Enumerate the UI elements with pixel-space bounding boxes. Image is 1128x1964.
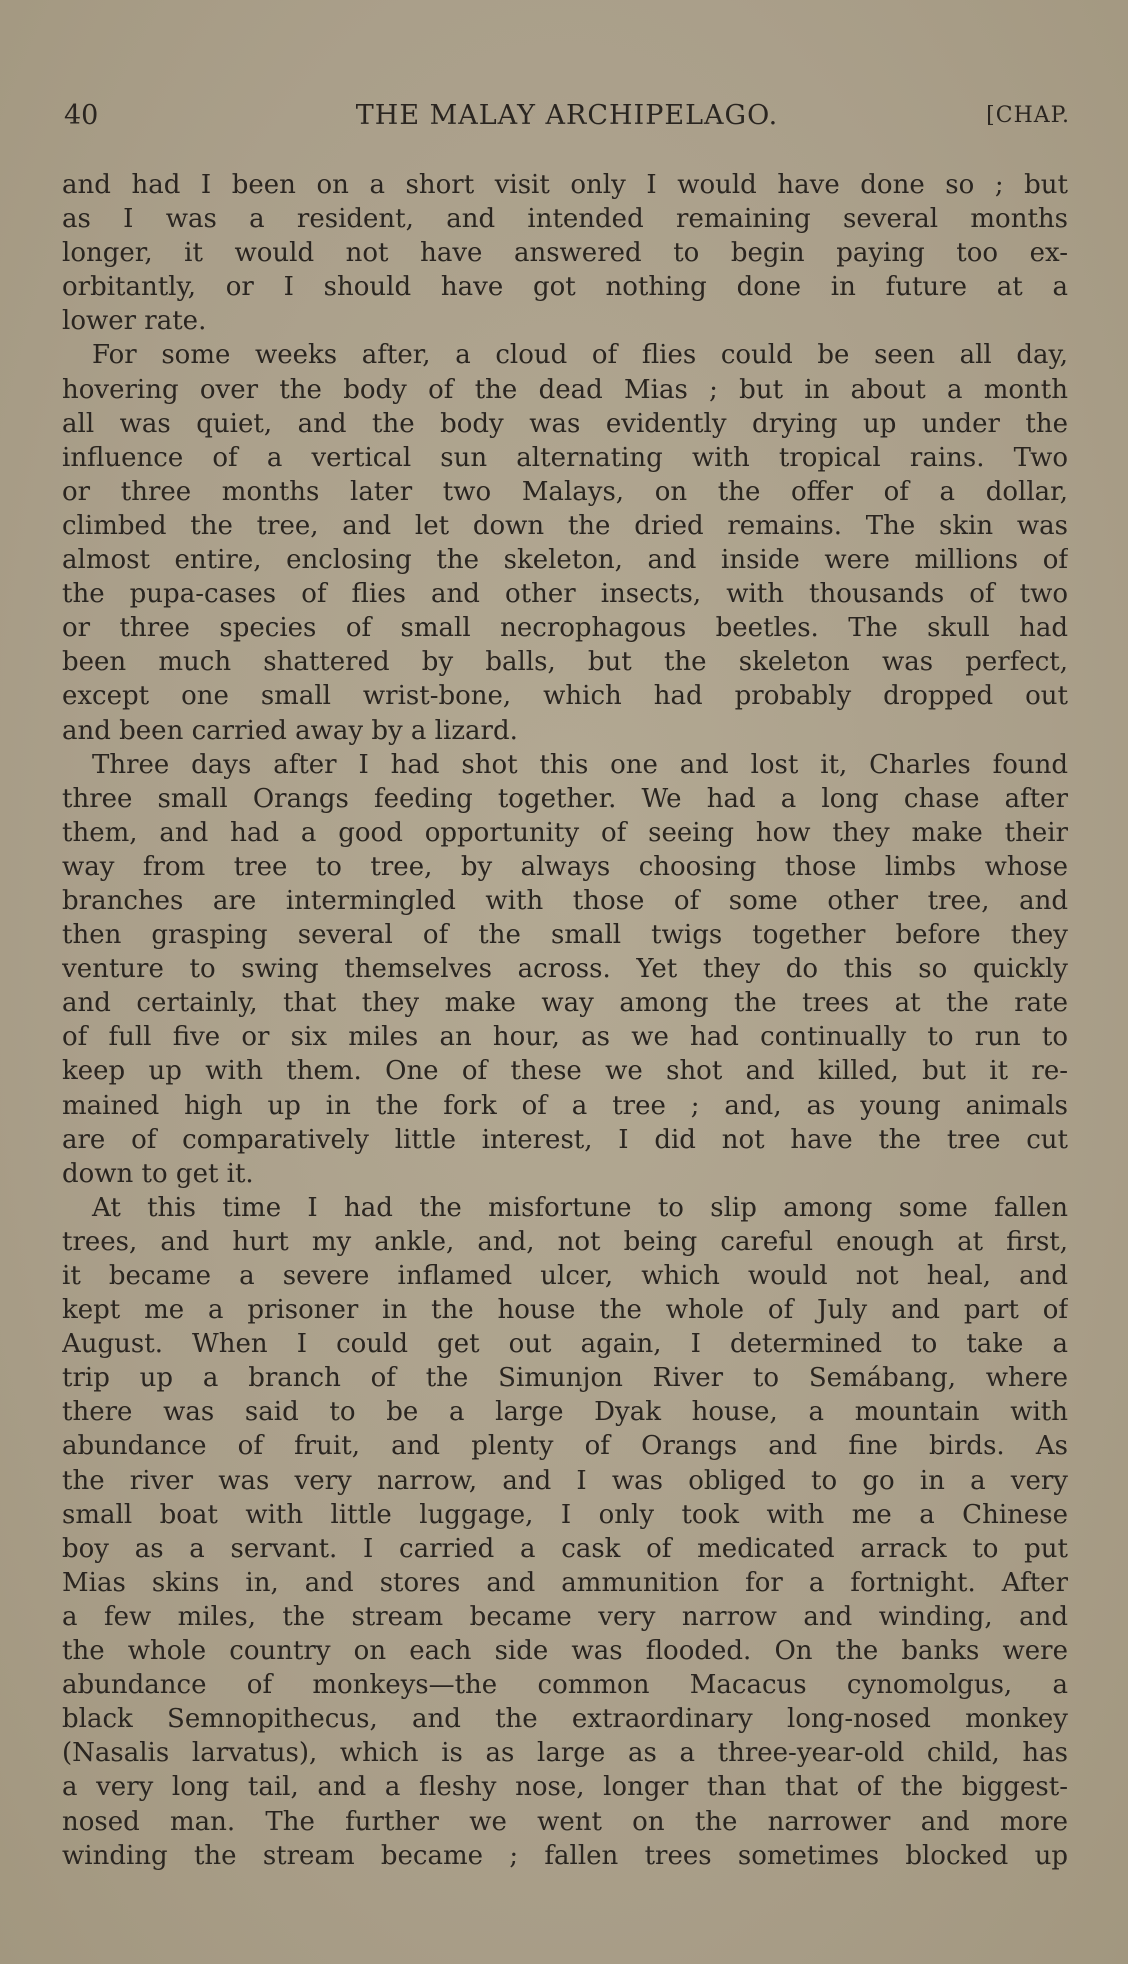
text-line: it became a severe inflamed ulcer, which would not heal, and — [62, 1261, 1068, 1291]
text-line: Mias skins in, and stores and ammunition for a fortnight. After — [62, 1567, 1068, 1598]
text-line: or three months later two Malays, on the offer of a dollar, — [62, 476, 1068, 507]
text-line: abundance of fruit, and plenty of Orangs and fine birds. As — [62, 1431, 1068, 1462]
text-line: trip up a branch of the Simunjon River to Semábang, where — [62, 1363, 1068, 1394]
text-line: August. When I could get out again, I determined to take a — [62, 1329, 1068, 1360]
text-line: lower rate. — [62, 306, 207, 337]
text-line: then grasping several of the small twigs together before they — [62, 920, 1068, 951]
chapter-mark: [CHAP. — [986, 103, 1070, 128]
text-line: (Nasalis larvatus), which is as large as a three-year-old child, has — [62, 1738, 1068, 1769]
body-text — [62, 168, 1068, 1873]
text-line: and had I been on a short visit only I would have done so ; but — [62, 170, 1068, 200]
text-line: the river was very narrow, and I was obliged to go in a very — [62, 1465, 1068, 1496]
text-line: a few miles, the stream became very narrow and winding, and — [62, 1601, 1068, 1632]
text-line: keep up with them. One of these we shot and killed, but it re- — [62, 1056, 1068, 1087]
text-line: orbitantly, or I should have got nothing done in future at a — [62, 272, 1068, 303]
text-line: mained high up in the fork of a tree ; and, as young animals — [62, 1090, 1068, 1121]
text-line: them, and had a good opportunity of seeing how they make their — [62, 817, 1068, 848]
text-line: Three days after I had shot this one and lost it, Charles found — [92, 749, 1068, 780]
text-line: a very long tail, and a fleshy nose, longer than that of the biggest- — [62, 1772, 1068, 1803]
page-number: 40 — [64, 100, 99, 131]
text-line: and been carried away by a lizard. — [62, 715, 518, 746]
text-line: as I was a resident, and intended remaining several months — [62, 204, 1068, 235]
text-line: black Semnopithecus, and the extraordinary long-nosed monkey — [62, 1704, 1068, 1735]
text-line: influence of a vertical sun alternating with tropical rains. Two — [62, 442, 1068, 473]
text-line: of full five or six miles an hour, as we had continually to run to — [62, 1022, 1068, 1053]
text-line: abundance of monkeys—the common Macacus cynomolgus, a — [62, 1670, 1068, 1701]
text-line: or three species of small necrophagous beetles. The skull had — [62, 613, 1068, 644]
text-line: At this time I had the misfortune to slip among some fallen — [92, 1192, 1068, 1223]
text-line: kept me a prisoner in the house the whole of July and part of — [62, 1295, 1068, 1326]
text-line: longer, it would not have answered to begin paying too ex- — [62, 238, 1068, 269]
text-line: nosed man. The further we went on the narrower and more — [62, 1806, 1068, 1837]
text-line: three small Orangs feeding together. We had a long chase after — [62, 783, 1068, 814]
text-line: hovering over the body of the dead Mias ; but in about a month — [62, 374, 1068, 405]
text-line: there was said to be a large Dyak house, a mountain with — [62, 1397, 1068, 1428]
text-line: branches are intermingled with those of some other tree, and — [62, 885, 1068, 916]
text-line: way from tree to tree, by always choosing those limbs whose — [62, 851, 1068, 882]
text-line: except one small wrist-bone, which had probably dropped out — [62, 681, 1068, 712]
text-line: venture to swing themselves across. Yet they do this so quickly — [62, 954, 1068, 985]
text-line: been much shattered by balls, but the skeleton was perfect, — [62, 647, 1068, 678]
text-line: are of comparatively little interest, I did not have the tree cut — [62, 1124, 1068, 1155]
text-line: climbed the tree, and let down the dried remains. The skin was — [62, 510, 1068, 541]
book-title: THE MALAY ARCHIPELAGO. — [355, 100, 779, 131]
text-line: For some weeks after, a cloud of flies could be seen all day, — [92, 340, 1068, 371]
text-line: small boat with little luggage, I only took with me a Chinese — [62, 1499, 1068, 1530]
text-line: down to get it. — [62, 1158, 254, 1189]
text-line: boy as a servant. I carried a cask of medicated arrack to put — [62, 1533, 1068, 1564]
text-line: trees, and hurt my ankle, and, not being careful enough at first, — [62, 1226, 1068, 1257]
text-line: all was quiet, and the body was evidently drying up under the — [62, 408, 1068, 439]
text-line: and certainly, that they make way among the trees at the rate — [62, 988, 1068, 1019]
text-line: the pupa-cases of flies and other insects, with thousands of two — [62, 579, 1068, 610]
text-line: the whole country on each side was flooded. On the banks were — [62, 1636, 1068, 1667]
text-line: almost entire, enclosing the skeleton, and inside were millions of — [62, 545, 1068, 576]
running-head — [64, 96, 1070, 136]
text-line: winding the stream became ; fallen trees sometimes blocked up — [62, 1840, 1068, 1871]
